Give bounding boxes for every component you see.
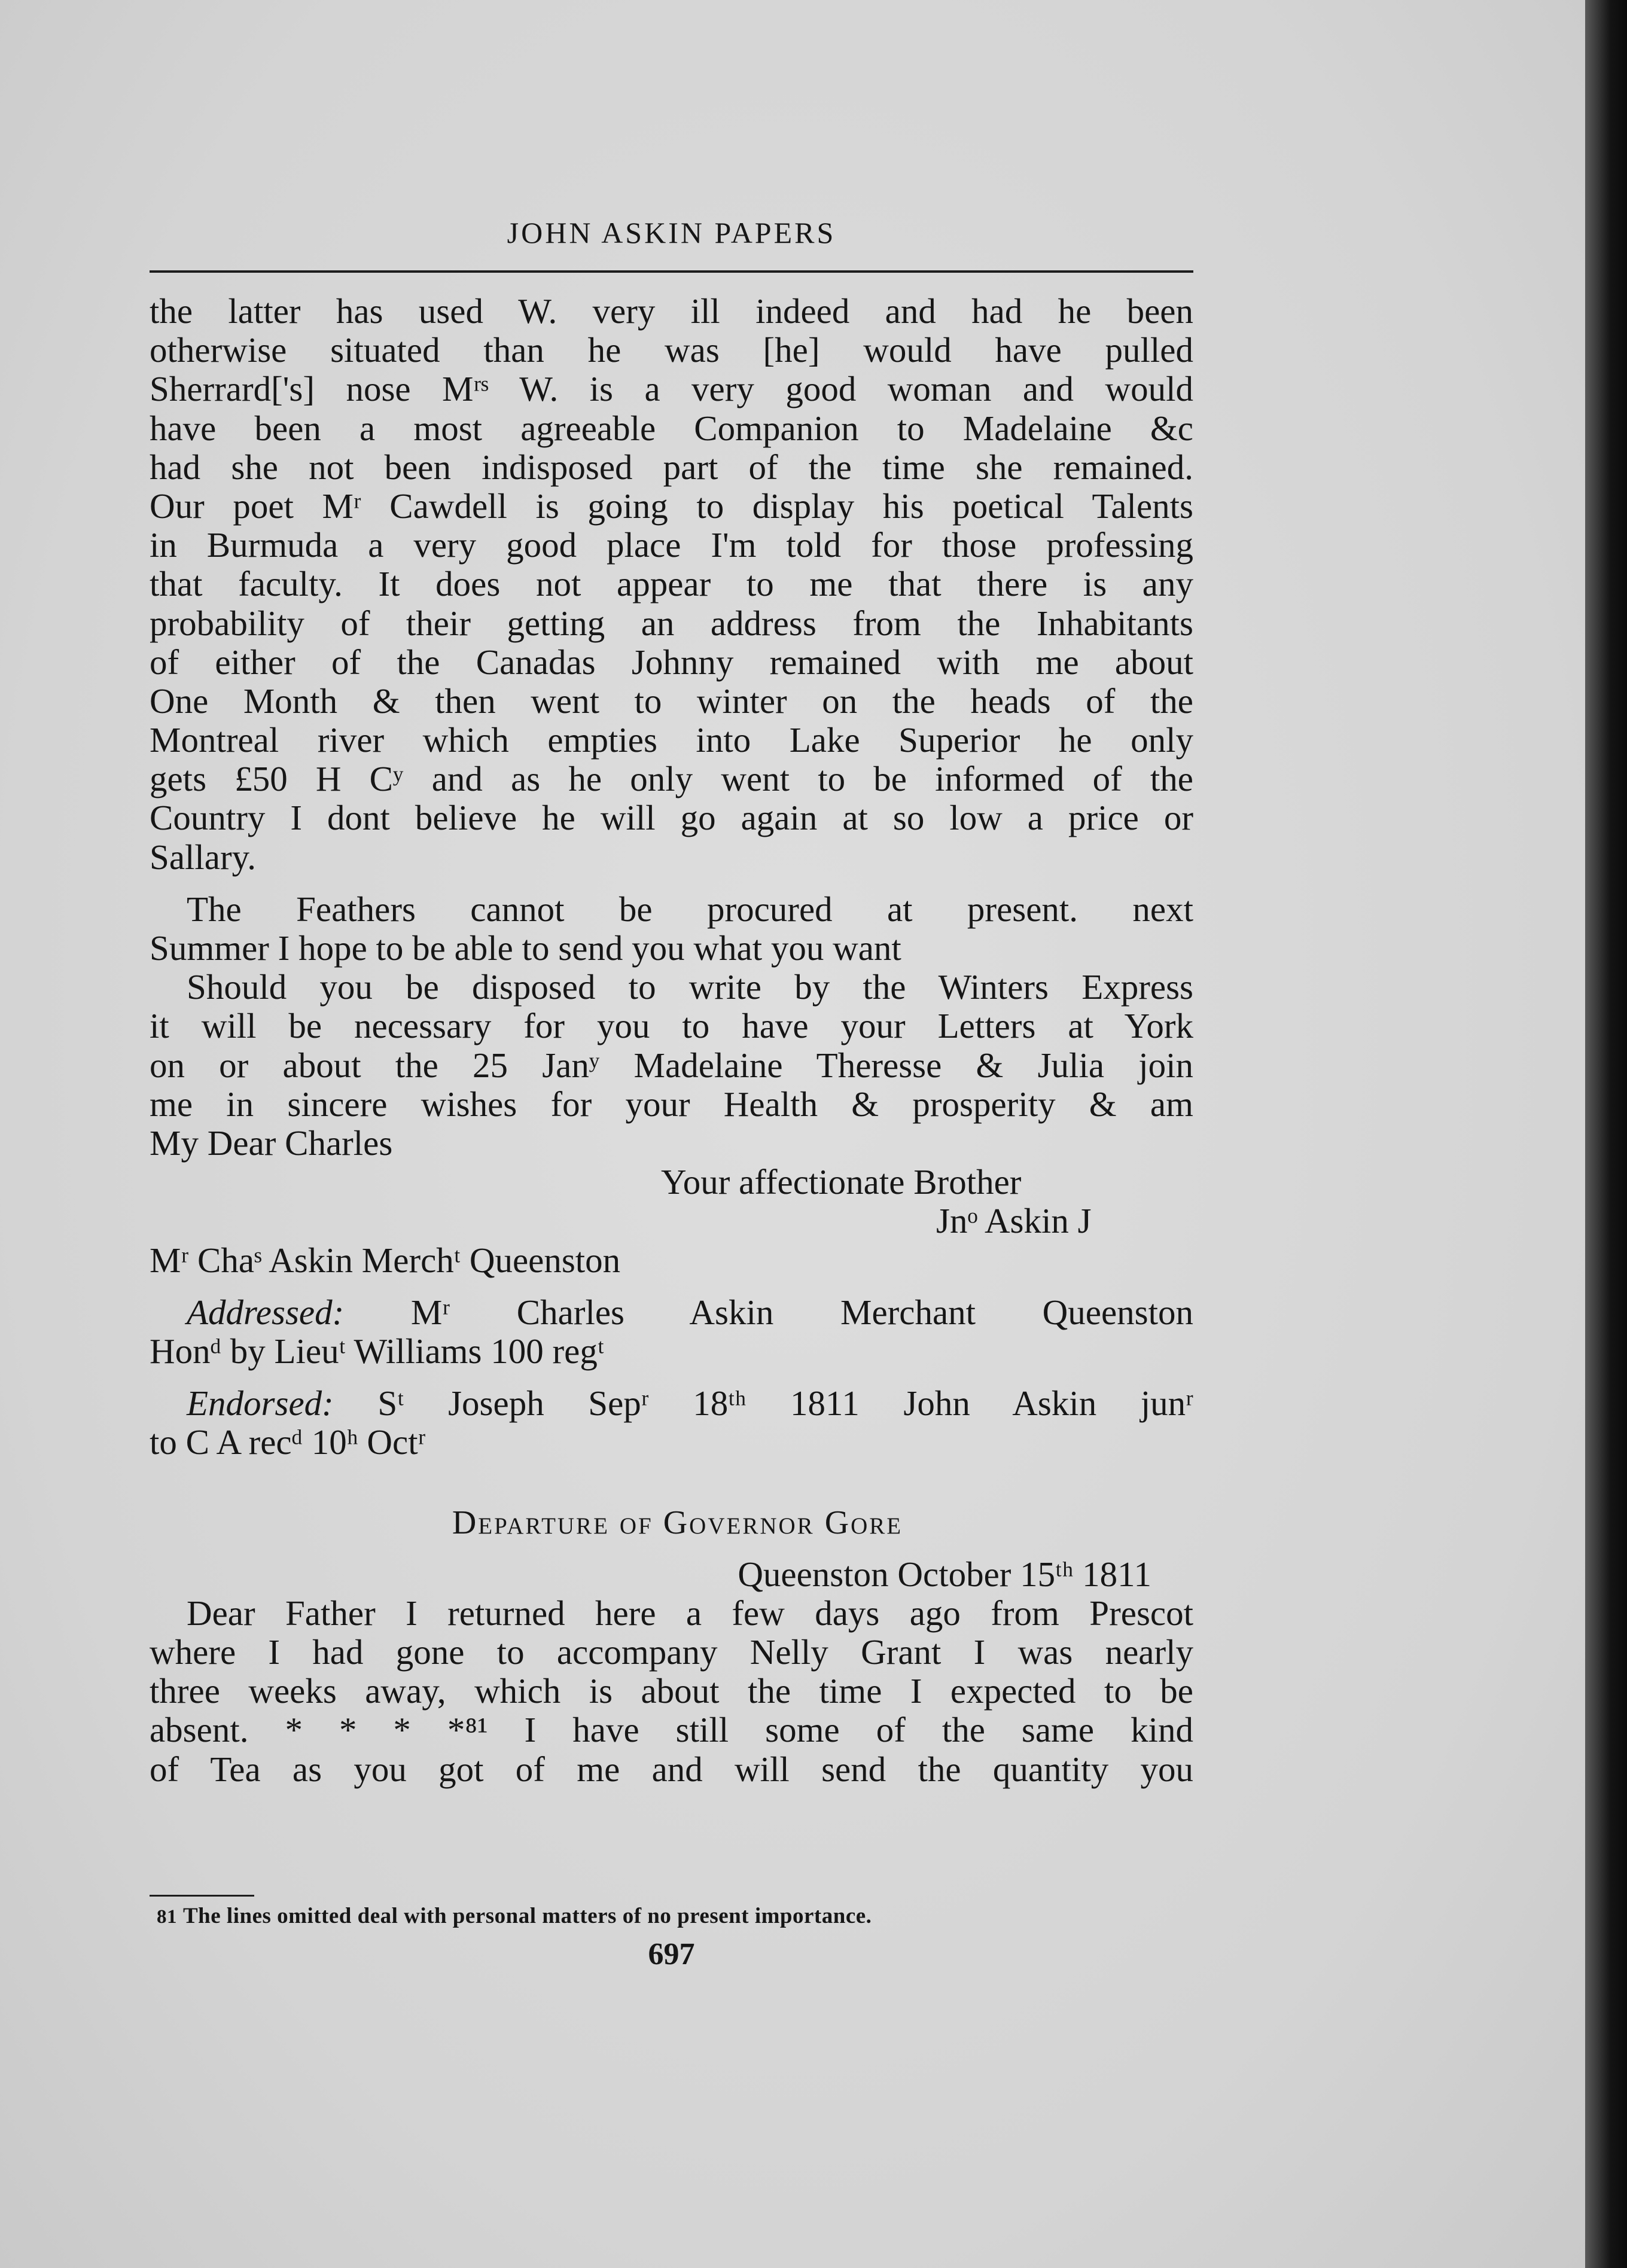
text-line: of either of the Canadas Johnny remained with me about bbox=[150, 642, 1193, 682]
signature: Jnᵒ Askin J bbox=[936, 1201, 1092, 1241]
text-line: of Tea as you got of me and will send the quantity you bbox=[150, 1749, 1193, 1789]
addressed-line: Addressed: Mʳ Charles Askin Merchant Queenston bbox=[187, 1292, 1193, 1332]
text-line: absent. * * * *⁸¹ I have still some of the same kind bbox=[150, 1710, 1193, 1750]
header-rule bbox=[150, 270, 1193, 273]
body-text bbox=[150, 292, 1193, 1789]
text-line: three weeks away, which is about the time I expected to be bbox=[150, 1671, 1193, 1711]
text-line: had she not been indisposed part of the time she remained. bbox=[150, 447, 1193, 487]
text-line: The Feathers cannot be procured at present. next bbox=[187, 889, 1193, 929]
text-line: that faculty. It does not appear to me that there is any bbox=[150, 564, 1193, 604]
dateline: Queenston October 15ᵗʰ 1811 bbox=[738, 1554, 1151, 1594]
footnote-number: 81 bbox=[157, 1906, 177, 1928]
text-line: Sherrard['s] nose Mʳˢ W. is a very good woman and would bbox=[150, 369, 1193, 409]
text-line: otherwise situated than he was [he] would have pulled bbox=[150, 330, 1193, 370]
page-edge-shadow bbox=[1585, 0, 1627, 2268]
running-head: JOHN ASKIN PAPERS bbox=[507, 216, 836, 249]
text-line: Montreal river which empties into Lake Superior he only bbox=[150, 720, 1193, 760]
endorsed-line-2: to C A recᵈ 10ʰ Octʳ bbox=[150, 1422, 426, 1462]
endorsed-line: Endorsed: Sᵗ Joseph Sepʳ 18ᵗʰ 1811 John Askin junʳ bbox=[187, 1383, 1193, 1423]
text-line: Should you be disposed to write by the Winters Express bbox=[187, 967, 1193, 1007]
text-line: me in sincere wishes for your Health & prosperity & am bbox=[150, 1084, 1193, 1124]
footnote-rule bbox=[150, 1895, 254, 1897]
text-line: the latter has used W. very ill indeed and had he been bbox=[150, 291, 1193, 331]
closing: Your affectionate Brother bbox=[661, 1162, 1022, 1202]
text-line: gets £50 H Cʸ and as he only went to be informed of the bbox=[150, 759, 1193, 799]
page-number: 697 bbox=[648, 1937, 695, 1971]
text-line: Sallary. bbox=[150, 837, 257, 877]
recipient: Mʳ Chaˢ Askin Merchᵗ Queenston bbox=[150, 1240, 621, 1280]
text-line: Dear Father I returned here a few days ago from Prescot bbox=[187, 1593, 1193, 1633]
text-line: One Month & then went to winter on the heads of the bbox=[150, 681, 1193, 721]
section-heading: Departure of Governor Gore bbox=[452, 1504, 903, 1542]
text-line: in Burmuda a very good place I'm told for those professing bbox=[150, 525, 1193, 565]
text-line: where I had gone to accompany Nelly Grant I was nearly bbox=[150, 1632, 1193, 1672]
footnote-text: The lines omitted deal with personal matters of no present importance. bbox=[183, 1904, 872, 1928]
text-line: Our poet Mʳ Cawdell is going to display his poetical Talents bbox=[150, 486, 1193, 526]
addressed-label: Addressed: bbox=[187, 1292, 345, 1332]
text-line: probability of their getting an address from the Inhabitants bbox=[150, 603, 1193, 643]
text-line: have been a most agreeable Companion to Madelaine &c bbox=[150, 408, 1193, 448]
text-line: My Dear Charles bbox=[150, 1123, 393, 1163]
endorsed-label: Endorsed: bbox=[187, 1383, 334, 1423]
text-line: Summer I hope to be able to send you what you want bbox=[150, 928, 901, 968]
text-line: on or about the 25 Janʸ Madelaine Theresse & Julia join bbox=[150, 1045, 1193, 1085]
text-line: Country I dont believe he will go again at so low a price or bbox=[150, 798, 1193, 838]
text-line: it will be necessary for you to have your Letters at York bbox=[150, 1006, 1193, 1046]
addressed-line-2: Honᵈ by Lieuᵗ Williams 100 regᵗ bbox=[150, 1331, 605, 1371]
footnote bbox=[157, 1903, 872, 1929]
